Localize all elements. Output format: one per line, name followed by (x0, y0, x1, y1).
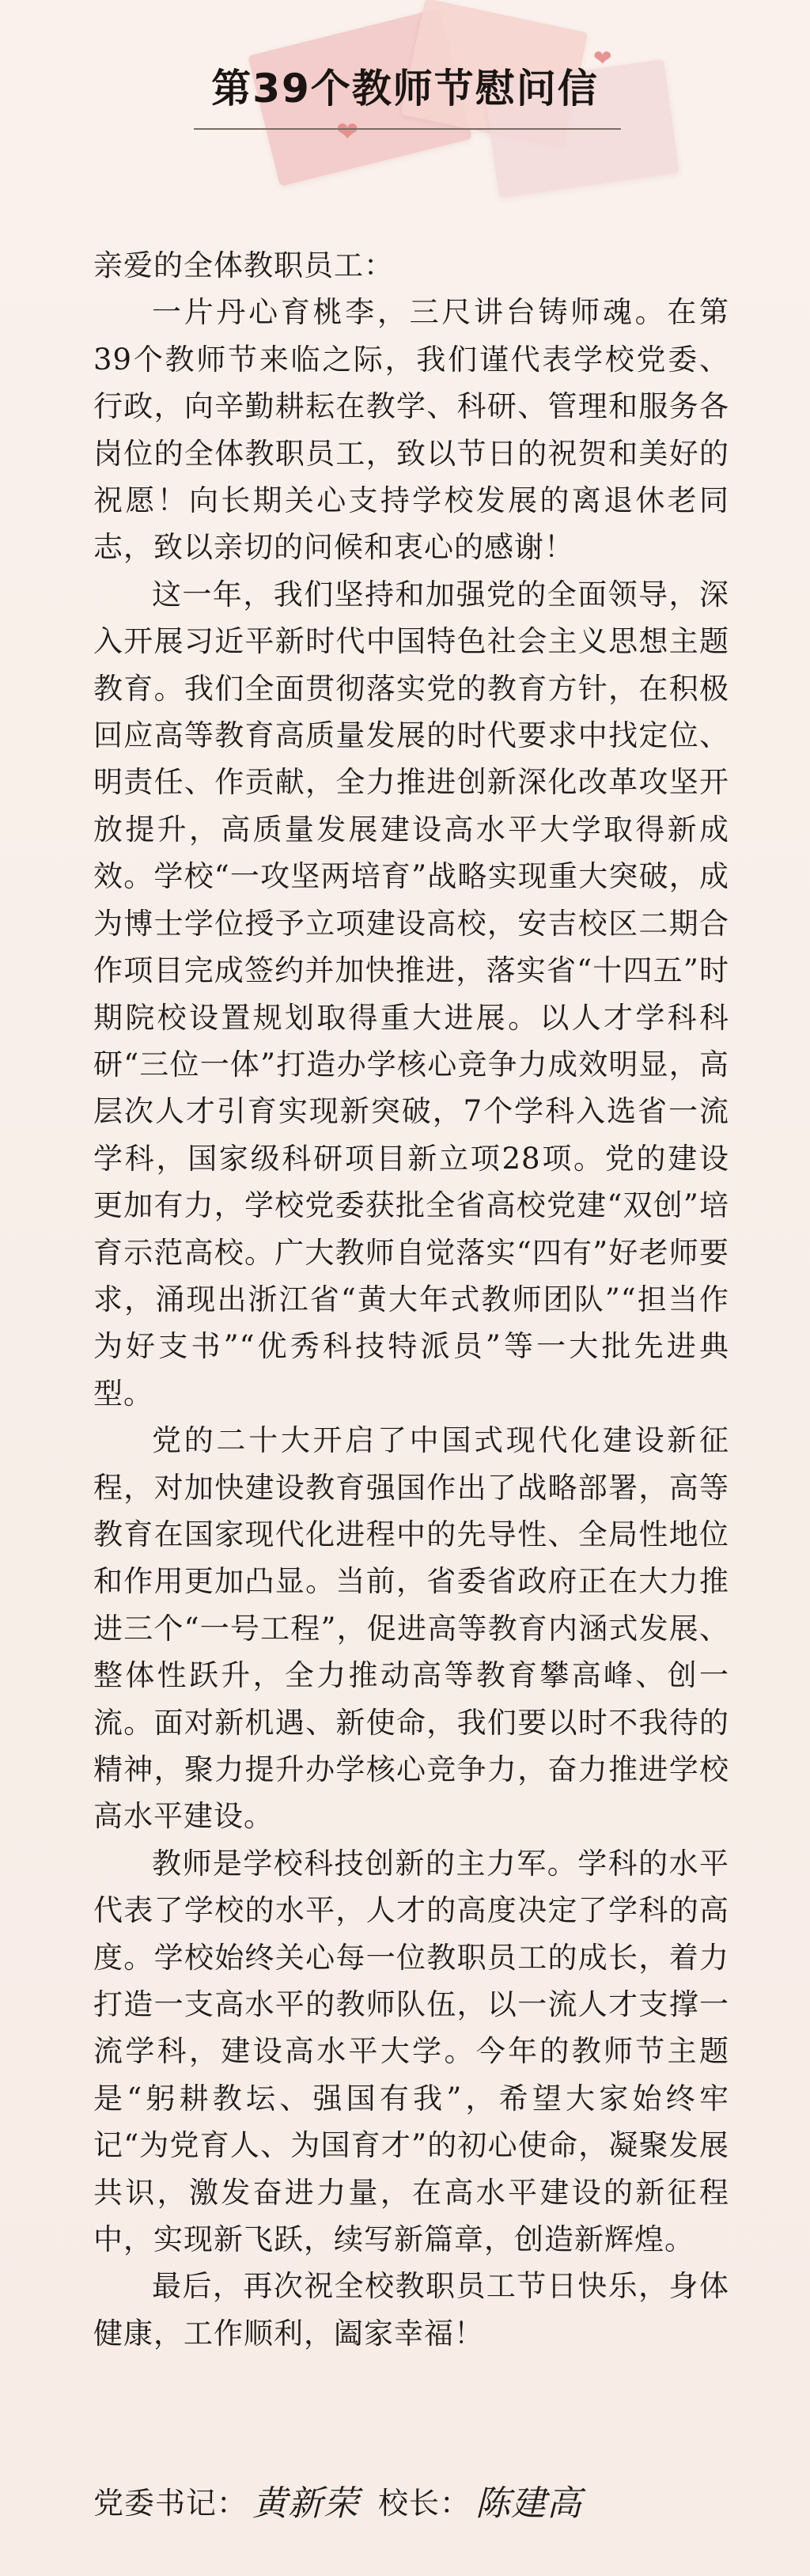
paragraph: 最后，再次祝全校教职员工节日快乐，身体健康，工作顺利，阖家幸福！ (93, 2269, 729, 2351)
salutation: 亲爱的全体教职员工： (93, 248, 394, 282)
title-divider (194, 128, 621, 130)
paragraph: 党的二十大开启了中国式现代化建设新征程，对加快建设教育强国作出了战略部署，高等教育在国家现代化进程中的先导性、全局性地位和作用更加凸显。当前，省委省政府正在大力推进三个“一号工程”，促进高等教育内涵式发展、整体性跃升，全力推动高等教育攀高峰、创一流。面对新机遇、新使命，我们要以时不我待的精神，聚力提升办学核心竞争力，奋力推进学校高水平建设。 (93, 1423, 729, 1834)
letter-body (93, 242, 729, 2357)
party-secretary-signature: 黄新荣 (252, 2483, 360, 2524)
president-signature: 陈建高 (475, 2483, 583, 2524)
heart-icon: ❤ (336, 116, 359, 148)
president-label: 校长： (378, 2485, 471, 2521)
paragraph: 一片丹心育桃李，三尺讲台铸师魂。在第39个教师节来临之际，我们谨代表学校党委、行政，向辛勤耕耘在教学、科研、管理和服务各岗位的全体教职员工，致以节日的祝贺和美好的祝愿！向长期关心支持学校发展的离退休老同志，致以亲切的问候和衷心的感谢！ (93, 295, 729, 565)
heart-icon: ❤ (593, 45, 612, 71)
signature-block (93, 2468, 742, 2532)
paragraph: 教师是学校科技创新的主力军。学科的水平代表了学校的水平，人才的高度决定了学科的高度。学校始终关心每一位教职员工的成长，着力打造一支高水平的教师队伍，以一流人才支撑一流学科，建设高水平大学。今年的教师节主题是“躬耕教坛、强国有我”，希望大家始终牢记“为党育人、为国育才”的初心使命，凝聚发展共识，激发奋进力量，在高水平建设的新征程中，实现新飞跃，续写新篇章，创造新辉煌。 (93, 1846, 729, 2257)
party-secretary-label: 党委书记： (93, 2485, 248, 2521)
paragraph: 这一年，我们坚持和加强党的全面领导，深入开展习近平新时代中国特色社会主义思想主题教育。我们全面贯彻落实党的教育方针，在积极回应高等教育高质量发展的时代要求中找定位、明责任、作贡献，全力推进创新深化改革攻坚开放提升，高质量发展建设高水平大学取得新成效。学校“一攻坚两培育”战略实现重大突破，成为博士学位授予立项建设高校，安吉校区二期合作项目完成签约并加快推进，落实省“十四五”时期院校设置规划取得重大进展。以人才学科科研“三位一体”打造办学核心竞争力成效明显，高层次人才引育实现新突破，7个学科入选省一流学科，国家级科研项目新立项28项。党的建设更加有力，学校党委获批全省高校党建“双创”培育示范高校。广大教师自觉落实“四有”好老师要求，涌现出浙江省“黄大年式教师团队”“担当作为好支书”“优秀科技特派员”等一大批先进典型。 (93, 577, 729, 1411)
page-title: 第39个教师节慰问信 (211, 66, 599, 112)
